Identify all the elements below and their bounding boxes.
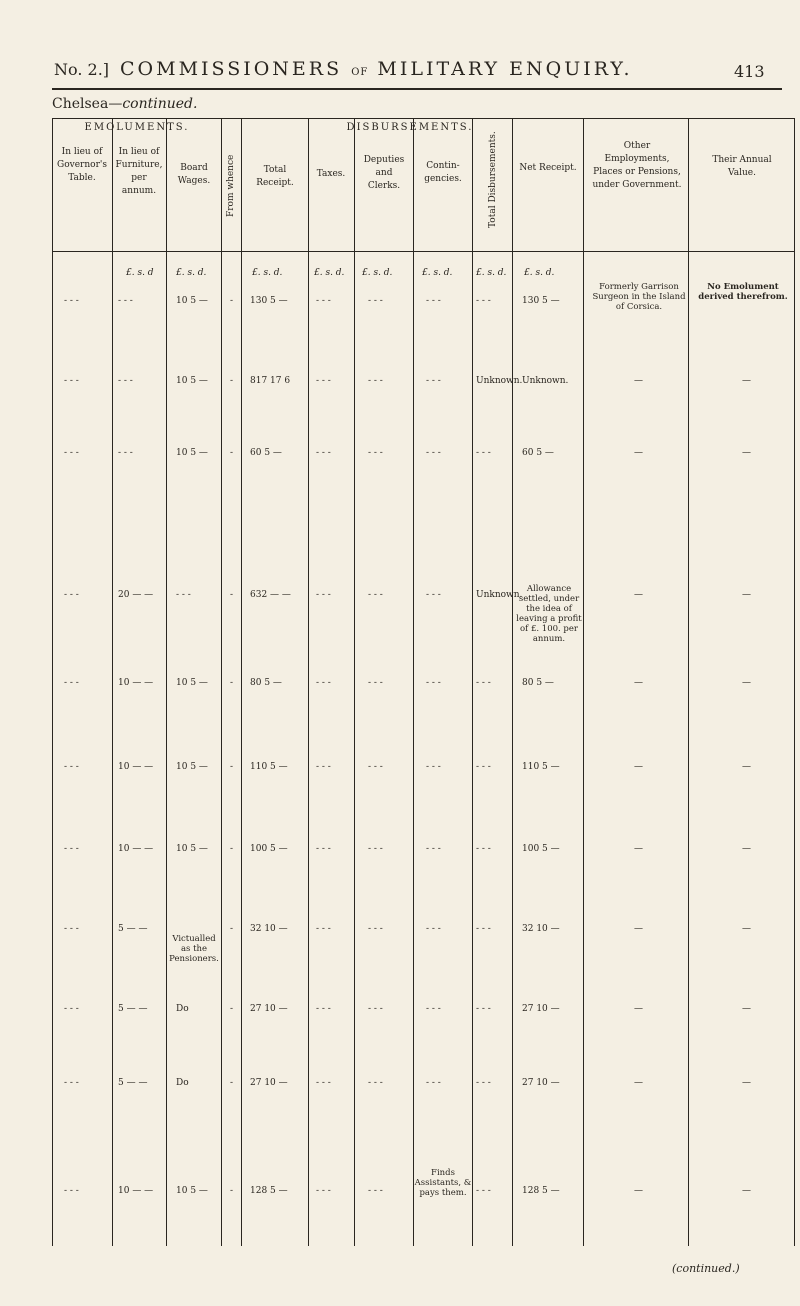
col-rule xyxy=(52,118,53,1246)
cell-other: — xyxy=(634,1004,643,1014)
col-board-wages: Board Wages. xyxy=(177,163,211,186)
cell-furn: 10 — — xyxy=(118,844,154,854)
cell-board: Do xyxy=(176,1004,189,1014)
cell-gov: - - - xyxy=(64,1004,79,1014)
cell-other: — xyxy=(634,590,643,600)
disbursements-group-label: DISBURSEMENTS. xyxy=(346,122,474,133)
note-garrison-surgeon: Formerly Garrison Surgeon in the Island of Corsica. xyxy=(592,282,686,312)
note-allowance: Allowance settled, under the idea of leaving a profit of £. 100. per annum. xyxy=(516,584,582,644)
cell-taxes: - - - xyxy=(316,844,331,854)
col-annual-value: Their Annual Value. xyxy=(712,155,772,178)
cell-taxes: - - - xyxy=(316,1078,331,1088)
cell-gov: - - - xyxy=(64,296,79,306)
page-number-label: No. 2.] xyxy=(54,60,110,79)
cell-total: 632 — — xyxy=(250,590,291,600)
col-rule xyxy=(308,118,309,1246)
cell-value: — xyxy=(742,1186,751,1196)
cell-taxes: - - - xyxy=(316,296,331,306)
col-net-receipt: Net Receipt. xyxy=(519,163,577,173)
cell-disb: - - - xyxy=(476,1004,491,1014)
cell-total: 32 10 — xyxy=(250,924,288,934)
cell-gov: - - - xyxy=(64,1078,79,1088)
cell-furn: 10 — — xyxy=(118,762,154,772)
cell-dep: - - - xyxy=(368,762,383,772)
unit-contingencies: £. s. d. xyxy=(422,268,453,278)
col-rule xyxy=(112,118,113,1246)
cell-dep: - - - xyxy=(368,678,383,688)
cell-value: — xyxy=(742,448,751,458)
cell-net: 27 10 — xyxy=(522,1004,560,1014)
cell-whence: - xyxy=(230,844,234,854)
cell-furn: - - - xyxy=(118,376,133,386)
cell-dep: - - - xyxy=(368,1078,383,1088)
cell-whence: - xyxy=(230,590,234,600)
header-rule xyxy=(52,88,782,90)
cell-net: 128 5 — xyxy=(522,1186,560,1196)
cell-gov: - - - xyxy=(64,762,79,772)
cell-disb: Unknown. xyxy=(476,376,523,386)
cell-other: — xyxy=(634,678,643,688)
cell-taxes: - - - xyxy=(316,1004,331,1014)
cell-taxes: - - - xyxy=(316,1186,331,1196)
cell-board: 10 5 — xyxy=(176,678,208,688)
cell-dep: - - - xyxy=(368,1004,383,1014)
cell-cont: - - - xyxy=(426,376,441,386)
col-rule xyxy=(413,118,414,1246)
continued-note: (continued.) xyxy=(672,1262,740,1275)
section-subheading xyxy=(52,96,197,112)
col-rule xyxy=(583,118,584,1246)
cell-net: Unknown. xyxy=(522,376,569,386)
cell-board: - - - xyxy=(176,590,191,600)
cell-dep: - - - xyxy=(368,296,383,306)
cell-other: — xyxy=(634,844,643,854)
cell-taxes: - - - xyxy=(316,590,331,600)
cell-whence: - xyxy=(230,1004,234,1014)
cell-cont: - - - xyxy=(426,844,441,854)
col-rule xyxy=(512,118,513,1246)
cell-net: 100 5 — xyxy=(522,844,560,854)
unit-board: £. s. d. xyxy=(176,268,207,278)
cell-taxes: - - - xyxy=(316,924,331,934)
cell-gov: - - - xyxy=(64,678,79,688)
cell-dep: - - - xyxy=(368,1186,383,1196)
cell-cont: - - - xyxy=(426,448,441,458)
cell-total: 817 17 6 xyxy=(250,376,291,386)
page-number: 413 xyxy=(734,62,765,81)
cell-gov: - - - xyxy=(64,844,79,854)
title-part2: MILITARY ENQUIRY. xyxy=(377,58,633,80)
unit-taxes: £. s. d. xyxy=(314,268,345,278)
cell-board: 10 5 — xyxy=(176,376,208,386)
cell-furn: 5 — — xyxy=(118,1078,148,1088)
cell-board: 10 5 — xyxy=(176,762,208,772)
subheading-cont: —continued. xyxy=(108,96,198,112)
cell-whence: - xyxy=(230,376,234,386)
col-governor-table: In lieu of Governor's Table. xyxy=(57,147,107,183)
cell-gov: - - - xyxy=(64,1186,79,1196)
cell-whence: - xyxy=(230,924,234,934)
col-contingencies: Contin-gencies. xyxy=(424,161,462,184)
col-from-whence: From whence xyxy=(226,154,236,217)
col-total-receipt: Total Receipt. xyxy=(256,165,294,188)
cell-cont: - - - xyxy=(426,1078,441,1088)
cell-taxes: - - - xyxy=(316,762,331,772)
cell-net: 130 5 — xyxy=(522,296,560,306)
cell-dep: - - - xyxy=(368,448,383,458)
cell-value: — xyxy=(742,762,751,772)
cell-total: 80 5 — xyxy=(250,678,282,688)
title-part1: COMMISSIONERS xyxy=(120,58,343,80)
cell-whence: - xyxy=(230,678,234,688)
cell-value: — xyxy=(742,844,751,854)
cell-value: — xyxy=(742,1004,751,1014)
cell-total: 60 5 — xyxy=(250,448,282,458)
cell-other: — xyxy=(634,448,643,458)
col-furniture: In lieu of Furniture, per annum. xyxy=(115,147,163,196)
col-rule xyxy=(688,118,689,1246)
cell-total: 100 5 — xyxy=(250,844,288,854)
unit-furniture: £. s. d xyxy=(126,268,154,278)
cell-net: 110 5 — xyxy=(522,762,560,772)
cell-board: 10 5 — xyxy=(176,296,208,306)
col-rule xyxy=(166,118,167,1246)
emoluments-group-label: EMOLUMENTS. xyxy=(84,122,190,133)
cell-furn: 10 — — xyxy=(118,1186,154,1196)
cell-furn: - - - xyxy=(118,296,133,306)
cell-cont: - - - xyxy=(426,678,441,688)
cell-cont: - - - xyxy=(426,924,441,934)
cell-board: Do xyxy=(176,1078,189,1088)
cell-value: — xyxy=(742,924,751,934)
cell-net: 27 10 — xyxy=(522,1078,560,1088)
cell-board: 10 5 — xyxy=(176,448,208,458)
unit-net: £. s. d. xyxy=(524,268,555,278)
page-title xyxy=(120,58,633,80)
cell-gov: - - - xyxy=(64,590,79,600)
cell-total: 110 5 — xyxy=(250,762,288,772)
cell-whence: - xyxy=(230,448,234,458)
cell-dep: - - - xyxy=(368,590,383,600)
col-rule xyxy=(472,118,473,1246)
cell-disb: - - - xyxy=(476,678,491,688)
cell-dep: - - - xyxy=(368,844,383,854)
cell-taxes: - - - xyxy=(316,678,331,688)
unit-total: £. s. d. xyxy=(252,268,283,278)
cell-value: — xyxy=(742,1078,751,1088)
cell-disb: - - - xyxy=(476,1078,491,1088)
cell-total: 130 5 — xyxy=(250,296,288,306)
cell-taxes: - - - xyxy=(316,376,331,386)
cell-cont: - - - xyxy=(426,1004,441,1014)
col-other-employments: Other Employments, Places or Pensions, under Government. xyxy=(592,141,682,190)
cell-net: 60 5 — xyxy=(522,448,554,458)
cell-disb: - - - xyxy=(476,1186,491,1196)
emoluments-table xyxy=(52,118,800,1246)
table-top-rule xyxy=(52,118,794,119)
cell-furn: - - - xyxy=(118,448,133,458)
cell-gov: - - - xyxy=(64,376,79,386)
note-victualled: Victualled as the Pensioners. xyxy=(169,934,219,964)
header-bottom-rule xyxy=(52,251,794,252)
cell-value: — xyxy=(742,590,751,600)
cell-cont: - - - xyxy=(426,762,441,772)
cell-total: 27 10 — xyxy=(250,1078,288,1088)
col-rule xyxy=(241,118,242,1246)
cell-disb: - - - xyxy=(476,296,491,306)
cell-disb: - - - xyxy=(476,844,491,854)
cell-whence: - xyxy=(230,762,234,772)
cell-cont: - - - xyxy=(426,590,441,600)
col-taxes: Taxes. xyxy=(316,169,346,179)
subheading-main: Chelsea xyxy=(52,96,109,112)
cell-furn: 20 — — xyxy=(118,590,154,600)
cell-net: 32 10 — xyxy=(522,924,560,934)
cell-disb: - - - xyxy=(476,924,491,934)
cell-furn: 10 — — xyxy=(118,678,154,688)
cell-disb: - - - xyxy=(476,762,491,772)
cell-board: 10 5 — xyxy=(176,1186,208,1196)
cell-other: — xyxy=(634,376,643,386)
cell-furn: 5 — — xyxy=(118,924,148,934)
col-rule xyxy=(794,118,795,1246)
cell-taxes: - - - xyxy=(316,448,331,458)
col-rule xyxy=(221,118,222,1246)
cell-whence: - xyxy=(230,296,234,306)
col-total-disbursements: Total Disbursements. xyxy=(488,131,498,228)
unit-total-disb: £. s. d. xyxy=(476,268,507,278)
cell-dep: - - - xyxy=(368,924,383,934)
cell-whence: - xyxy=(230,1186,234,1196)
cell-disb: Unknown. xyxy=(476,590,523,600)
cell-total: 27 10 — xyxy=(250,1004,288,1014)
cell-furn: 5 — — xyxy=(118,1004,148,1014)
unit-deputies: £. s. d. xyxy=(362,268,393,278)
note-finds-assistants: Finds Assistants, & pays them. xyxy=(414,1168,472,1198)
cell-other: — xyxy=(634,1078,643,1088)
cell-total: 128 5 — xyxy=(250,1186,288,1196)
title-of: OF xyxy=(351,67,369,78)
cell-whence: - xyxy=(230,1078,234,1088)
note-no-emolument: No Emolument derived therefrom. xyxy=(698,282,788,302)
col-deputies-clerks: Deputies and Clerks. xyxy=(363,155,405,191)
cell-net: 80 5 — xyxy=(522,678,554,688)
cell-disb: - - - xyxy=(476,448,491,458)
cell-other: — xyxy=(634,924,643,934)
cell-cont: - - - xyxy=(426,296,441,306)
col-rule xyxy=(354,118,355,1246)
cell-value: — xyxy=(742,376,751,386)
cell-gov: - - - xyxy=(64,924,79,934)
cell-other: — xyxy=(634,762,643,772)
cell-gov: - - - xyxy=(64,448,79,458)
cell-value: — xyxy=(742,678,751,688)
cell-board: 10 5 — xyxy=(176,844,208,854)
cell-other: — xyxy=(634,1186,643,1196)
cell-dep: - - - xyxy=(368,376,383,386)
